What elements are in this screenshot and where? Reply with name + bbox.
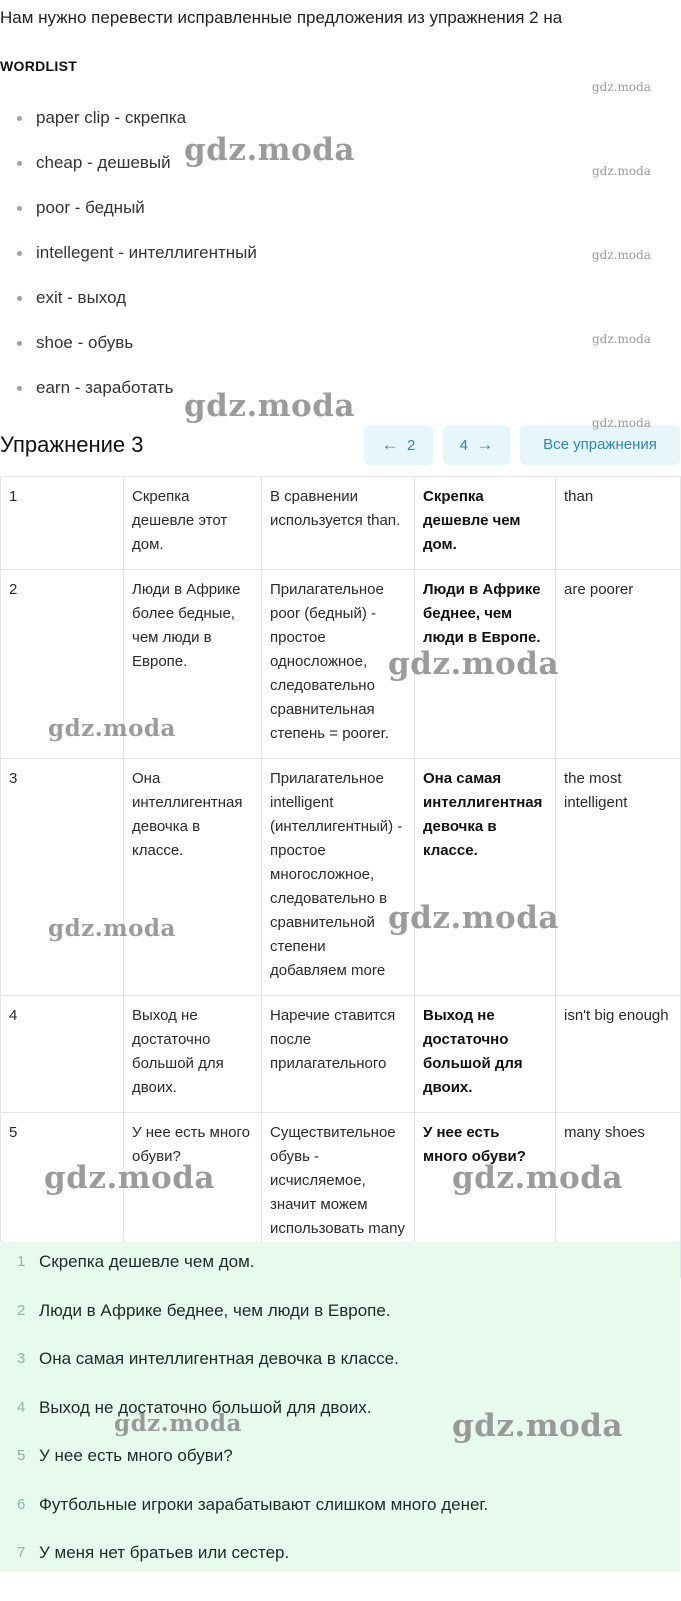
- wordlist-item: exit - выход: [0, 284, 680, 329]
- answer-number: 3: [17, 1350, 26, 1367]
- watermark: gdz.moda: [184, 388, 355, 424]
- wordlist-item: earn - заработать: [0, 374, 680, 419]
- original-sentence: Люди в Африке более бедные, чем люди в Европе.: [124, 570, 262, 759]
- arrow-left-icon: ←: [381, 435, 399, 454]
- answer-phrase: than: [556, 477, 681, 570]
- wordlist-item: shoe - обувь: [0, 329, 680, 374]
- answers-block: [0, 1242, 680, 1572]
- watermark: gdz.moda: [388, 646, 559, 682]
- original-sentence: Скрепка дешевле этот дом.: [124, 477, 262, 570]
- watermark: gdz.moda: [184, 132, 355, 168]
- wordlist-item: poor - бедный: [0, 194, 680, 239]
- watermark: gdz.moda: [592, 332, 651, 346]
- watermark: gdz.moda: [48, 715, 176, 742]
- watermark: gdz.moda: [44, 1160, 215, 1196]
- answer-phrase: the most intelligent: [556, 759, 681, 996]
- bullet-icon: [17, 296, 22, 301]
- answer-phrase: are poorer: [556, 570, 681, 759]
- answer-phrase: isn't big enough: [556, 996, 681, 1113]
- row-number: 2: [1, 570, 124, 759]
- bullet-icon: [17, 386, 22, 391]
- row-number: 1: [1, 477, 124, 570]
- answer-number: 5: [17, 1447, 26, 1464]
- answer-item: 2 Люди в Африке беднее, чем люди в Европе.: [0, 1295, 680, 1344]
- answer-item: 1 Скрепка дешевле чем дом.: [0, 1246, 680, 1295]
- corrected-sentence: Скрепка дешевле чем дом.: [415, 477, 556, 570]
- wordlist-title: WORDLIST: [0, 58, 78, 74]
- wordlist-item: paper clip - скрепка: [0, 104, 680, 149]
- corrected-sentence: Люди в Африке беднее, чем люди в Европе.: [415, 570, 556, 759]
- next-exercise-button[interactable]: 4 →: [443, 425, 510, 465]
- answer-item: 3 Она самая интеллигентная девочка в классе.: [0, 1343, 680, 1392]
- answer-item: 4 Выход не достаточно большой для двоих.: [0, 1392, 680, 1441]
- wordlist-item: intellegent - интеллигентный: [0, 239, 680, 284]
- row-number: 5: [1, 1113, 124, 1278]
- table-row: [1, 477, 681, 570]
- watermark: gdz.moda: [48, 915, 176, 942]
- watermark: gdz.moda: [592, 164, 651, 178]
- explanation: В сравнении используется than.: [262, 477, 415, 570]
- solution-table: [0, 476, 680, 1242]
- answer-number: 6: [17, 1495, 26, 1513]
- explanation: Прилагательное poor (бедный) - простое односложное, следовательно сравнительная степень = poorer.: [262, 570, 415, 759]
- bullet-icon: [17, 116, 22, 121]
- answer-number: 2: [17, 1301, 26, 1319]
- prev-exercise-button[interactable]: ← 2: [364, 425, 433, 465]
- corrected-sentence: Она самая интеллигентная девочка в классе.: [415, 759, 556, 996]
- watermark: gdz.moda: [592, 80, 651, 94]
- arrow-right-icon: →: [476, 435, 494, 454]
- answer-item: 7 У меня нет братьев или сестер.: [0, 1537, 680, 1586]
- corrected-sentence: Выход не достаточно большой для двоих.: [415, 996, 556, 1113]
- watermark: gdz.moda: [388, 900, 559, 936]
- bullet-icon: [17, 341, 22, 346]
- row-number: 3: [1, 759, 124, 996]
- table-row: [1, 996, 681, 1113]
- explanation: Наречие ставится после прилагательного: [262, 996, 415, 1113]
- bullet-icon: [17, 161, 22, 166]
- watermark: gdz.moda: [114, 1410, 242, 1437]
- original-sentence: Она интеллигентная девочка в классе.: [124, 759, 262, 996]
- answer-number: 4: [17, 1398, 26, 1416]
- answer-phrase: many shoes: [556, 1113, 681, 1278]
- all-exercises-button[interactable]: Все упражнения: [520, 425, 680, 465]
- original-sentence: Выход не достаточно большой для двоих.: [124, 996, 262, 1113]
- answer-item: 6 Футбольные игроки зарабатывают слишком много денег.: [0, 1489, 680, 1538]
- exercise-title: Упражнение 3: [0, 432, 144, 457]
- row-number: 4: [1, 996, 124, 1113]
- answer-number: 1: [17, 1253, 26, 1270]
- corrected-sentence: У нее есть много обуви?: [415, 1113, 556, 1278]
- original-sentence: У нее есть много обуви?: [124, 1113, 262, 1278]
- answer-item: 5 У нее есть много обуви?: [0, 1440, 680, 1489]
- watermark: gdz.moda: [592, 248, 651, 262]
- intro-text: Нам нужно перевести исправленные предложения из упражнения 2 на: [0, 8, 563, 27]
- explanation: Прилагательное intelligent (интеллигентный) - простое многосложное, следовательно в сравнительной степени добавляем more: [262, 759, 415, 996]
- answer-number: 7: [17, 1544, 26, 1561]
- watermark: gdz.moda: [452, 1160, 623, 1196]
- watermark: gdz.moda: [592, 416, 651, 430]
- table-row: [1, 759, 681, 996]
- watermark: gdz.moda: [452, 1408, 623, 1444]
- explanation: Существительное обувь - исчисляемое, значит можем использовать many: [262, 1113, 415, 1278]
- bullet-icon: [17, 251, 22, 256]
- bullet-icon: [17, 206, 22, 211]
- wordlist-item: cheap - дешевый: [0, 149, 680, 194]
